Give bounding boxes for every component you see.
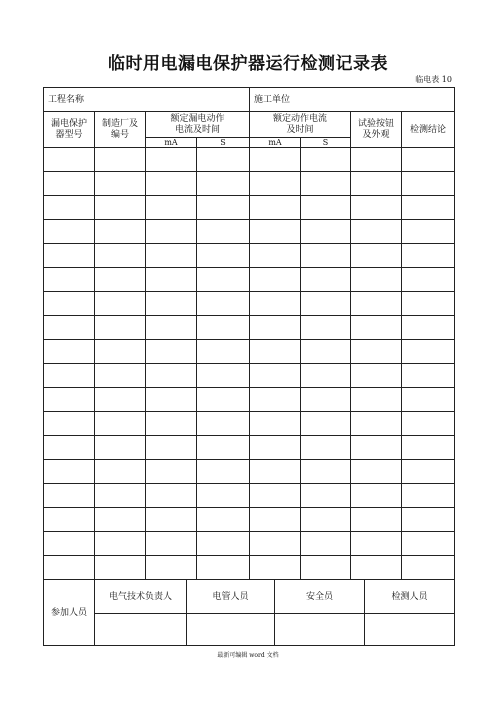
- sub-header-s-2: S: [301, 138, 351, 148]
- project-label: 工程名称: [48, 94, 85, 105]
- table-cell[interactable]: [351, 436, 402, 460]
- table-cell[interactable]: [95, 220, 146, 244]
- header-rated-current: 额定动作电流 及时间: [250, 112, 351, 138]
- table-cell[interactable]: [402, 172, 455, 196]
- table-cell[interactable]: [44, 172, 95, 196]
- data-rows: [44, 148, 455, 580]
- sub-header-ma-1: mA: [146, 138, 197, 148]
- table-cell[interactable]: [197, 364, 250, 388]
- table-cell[interactable]: [146, 220, 197, 244]
- table-cell[interactable]: [250, 556, 301, 580]
- table-cell[interactable]: [301, 268, 351, 292]
- header-manufacturer: 制造厂及 编号: [95, 112, 146, 148]
- table-cell[interactable]: [301, 484, 351, 508]
- table-cell[interactable]: [250, 364, 301, 388]
- table-cell[interactable]: [95, 460, 146, 484]
- signature-cell[interactable]: [275, 614, 365, 646]
- table-cell[interactable]: [402, 556, 455, 580]
- sub-header-s-1: S: [197, 138, 250, 148]
- table-row: [44, 148, 455, 172]
- table-cell[interactable]: [95, 292, 146, 316]
- table-cell[interactable]: [197, 268, 250, 292]
- header-model: 漏电保护 器型号: [44, 112, 95, 148]
- table-cell[interactable]: [146, 364, 197, 388]
- table-cell[interactable]: [197, 172, 250, 196]
- table-cell[interactable]: [44, 364, 95, 388]
- table-cell[interactable]: [301, 172, 351, 196]
- table-cell[interactable]: [351, 484, 402, 508]
- table-cell[interactable]: [402, 316, 455, 340]
- table-row: [44, 412, 455, 436]
- table-cell[interactable]: [301, 148, 351, 172]
- table-cell[interactable]: [197, 460, 250, 484]
- table-cell[interactable]: [44, 316, 95, 340]
- table-cell[interactable]: [250, 484, 301, 508]
- table-cell[interactable]: [351, 244, 402, 268]
- table-cell[interactable]: [197, 508, 250, 532]
- table-cell[interactable]: [44, 436, 95, 460]
- table-cell[interactable]: [44, 268, 95, 292]
- table-cell[interactable]: [95, 436, 146, 460]
- table-row: [44, 436, 455, 460]
- table-cell[interactable]: [301, 532, 351, 556]
- table-cell[interactable]: [146, 172, 197, 196]
- table-cell[interactable]: [301, 220, 351, 244]
- table-row: [44, 316, 455, 340]
- table-cell[interactable]: [351, 388, 402, 412]
- table-cell[interactable]: [197, 340, 250, 364]
- table-cell[interactable]: [301, 292, 351, 316]
- table-cell[interactable]: [351, 292, 402, 316]
- table-cell[interactable]: [250, 508, 301, 532]
- table-cell[interactable]: [44, 148, 95, 172]
- table-cell[interactable]: [146, 340, 197, 364]
- table-cell[interactable]: [146, 196, 197, 220]
- participants-label: 参加人员: [44, 580, 95, 646]
- table-cell[interactable]: [250, 172, 301, 196]
- table-cell[interactable]: [197, 436, 250, 460]
- participants-signature-row: [44, 614, 455, 646]
- table-cell[interactable]: [146, 292, 197, 316]
- table-cell[interactable]: [250, 316, 301, 340]
- table-cell[interactable]: [197, 148, 250, 172]
- table-cell[interactable]: [95, 196, 146, 220]
- table-cell[interactable]: [402, 460, 455, 484]
- table-cell[interactable]: [44, 508, 95, 532]
- table-cell[interactable]: [95, 508, 146, 532]
- table-row: [44, 532, 455, 556]
- table-cell[interactable]: [301, 196, 351, 220]
- role-inspector: 检测人员: [365, 580, 455, 614]
- table-cell[interactable]: [44, 532, 95, 556]
- footer-note: 最新可编辑 word 文档: [217, 652, 279, 659]
- table-cell[interactable]: [146, 556, 197, 580]
- header-row: [44, 112, 455, 138]
- construction-unit-label: 施工单位: [254, 94, 291, 105]
- table-cell[interactable]: [44, 244, 95, 268]
- table-cell[interactable]: [44, 556, 95, 580]
- page-title: 临时用电漏电保护器运行检测记录表: [108, 54, 388, 74]
- table-cell[interactable]: [250, 436, 301, 460]
- table-row: [44, 196, 455, 220]
- table-cell[interactable]: [301, 364, 351, 388]
- table-row: [44, 388, 455, 412]
- header-conclusion: 检测结论: [402, 112, 455, 148]
- table-cell[interactable]: [44, 340, 95, 364]
- table-cell[interactable]: [351, 340, 402, 364]
- table-cell[interactable]: [402, 340, 455, 364]
- construction-unit-cell: [250, 88, 455, 112]
- table-cell[interactable]: [250, 268, 301, 292]
- table-cell[interactable]: [301, 244, 351, 268]
- table-cell[interactable]: [44, 292, 95, 316]
- table-cell[interactable]: [402, 532, 455, 556]
- table-cell[interactable]: [44, 196, 95, 220]
- table-cell[interactable]: [44, 220, 95, 244]
- table-row: [44, 460, 455, 484]
- table-cell[interactable]: [95, 244, 146, 268]
- table-cell[interactable]: [351, 148, 402, 172]
- table-cell[interactable]: [250, 388, 301, 412]
- table-cell[interactable]: [250, 292, 301, 316]
- project-cell: [44, 88, 250, 112]
- participants-table: [43, 579, 455, 646]
- table-cell[interactable]: [250, 532, 301, 556]
- table-cell[interactable]: [402, 508, 455, 532]
- table-cell[interactable]: [95, 268, 146, 292]
- table-cell[interactable]: [95, 148, 146, 172]
- table-cell[interactable]: [250, 412, 301, 436]
- table-cell[interactable]: [197, 484, 250, 508]
- participants-role-row: [44, 580, 455, 614]
- role-electrical-tech-lead: 电气技术负责人: [95, 580, 187, 614]
- table-cell[interactable]: [95, 388, 146, 412]
- table-cell[interactable]: [301, 412, 351, 436]
- table-cell[interactable]: [301, 340, 351, 364]
- table-cell[interactable]: [95, 316, 146, 340]
- table-row: [44, 484, 455, 508]
- sub-header-ma-2: mA: [250, 138, 301, 148]
- project-row: [44, 88, 455, 112]
- table-cell[interactable]: [402, 292, 455, 316]
- table-cell[interactable]: [95, 340, 146, 364]
- table-cell[interactable]: [351, 508, 402, 532]
- table-cell[interactable]: [301, 460, 351, 484]
- table-cell[interactable]: [146, 244, 197, 268]
- table-cell[interactable]: [146, 484, 197, 508]
- form-number: 临电表 10: [415, 75, 452, 84]
- table-cell[interactable]: [351, 172, 402, 196]
- table-row: [44, 244, 455, 268]
- table-cell[interactable]: [402, 484, 455, 508]
- table-cell[interactable]: [146, 460, 197, 484]
- table-cell[interactable]: [95, 484, 146, 508]
- table-cell[interactable]: [197, 196, 250, 220]
- table-cell[interactable]: [146, 532, 197, 556]
- table-cell[interactable]: [197, 412, 250, 436]
- table-cell[interactable]: [351, 316, 402, 340]
- table-cell[interactable]: [402, 220, 455, 244]
- table-cell[interactable]: [351, 268, 402, 292]
- table-cell[interactable]: [250, 340, 301, 364]
- table-cell[interactable]: [351, 532, 402, 556]
- signature-cell[interactable]: [187, 614, 275, 646]
- table-cell[interactable]: [301, 508, 351, 532]
- table-cell[interactable]: [402, 412, 455, 436]
- table-cell[interactable]: [250, 460, 301, 484]
- table-row: [44, 172, 455, 196]
- table-row: [44, 268, 455, 292]
- table-cell[interactable]: [197, 316, 250, 340]
- table-cell[interactable]: [301, 388, 351, 412]
- table-cell[interactable]: [402, 148, 455, 172]
- table-row: [44, 340, 455, 364]
- table-cell[interactable]: [402, 196, 455, 220]
- table-cell[interactable]: [301, 556, 351, 580]
- table-cell[interactable]: [197, 244, 250, 268]
- table-cell[interactable]: [402, 268, 455, 292]
- table-cell[interactable]: [351, 364, 402, 388]
- table-cell[interactable]: [402, 388, 455, 412]
- table-cell[interactable]: [351, 220, 402, 244]
- table-cell[interactable]: [402, 244, 455, 268]
- table-cell[interactable]: [146, 508, 197, 532]
- table-cell[interactable]: [44, 388, 95, 412]
- table-cell[interactable]: [250, 220, 301, 244]
- table-cell[interactable]: [402, 436, 455, 460]
- table-row: [44, 508, 455, 532]
- table-row: [44, 556, 455, 580]
- table-cell[interactable]: [44, 460, 95, 484]
- table-row: [44, 292, 455, 316]
- table-cell[interactable]: [301, 316, 351, 340]
- signature-cell[interactable]: [365, 614, 455, 646]
- table-cell[interactable]: [197, 556, 250, 580]
- table-row: [44, 220, 455, 244]
- table-cell[interactable]: [197, 388, 250, 412]
- table-cell[interactable]: [197, 292, 250, 316]
- record-table: [43, 87, 455, 580]
- table-row: [44, 364, 455, 388]
- table-cell[interactable]: [250, 196, 301, 220]
- table-cell[interactable]: [146, 412, 197, 436]
- table-cell[interactable]: [351, 460, 402, 484]
- table-cell[interactable]: [197, 220, 250, 244]
- header-test-button: 试验按钮 及外观: [351, 112, 402, 148]
- table-cell[interactable]: [95, 364, 146, 388]
- table-cell[interactable]: [95, 556, 146, 580]
- table-cell[interactable]: [95, 172, 146, 196]
- table-cell[interactable]: [250, 244, 301, 268]
- table-cell[interactable]: [146, 388, 197, 412]
- role-electrical-manager: 电管人员: [187, 580, 275, 614]
- role-safety-officer: 安全员: [275, 580, 365, 614]
- table-cell[interactable]: [250, 148, 301, 172]
- table-cell[interactable]: [95, 412, 146, 436]
- signature-cell[interactable]: [95, 614, 187, 646]
- table-cell[interactable]: [351, 412, 402, 436]
- table-cell[interactable]: [197, 532, 250, 556]
- header-rated-leakage: 额定漏电动作 电流及时间: [146, 112, 250, 138]
- table-cell[interactable]: [301, 436, 351, 460]
- table-cell[interactable]: [44, 412, 95, 436]
- table-cell[interactable]: [146, 316, 197, 340]
- table-cell[interactable]: [351, 196, 402, 220]
- table-cell[interactable]: [44, 484, 95, 508]
- table-cell[interactable]: [95, 532, 146, 556]
- table-cell[interactable]: [402, 364, 455, 388]
- table-cell[interactable]: [146, 436, 197, 460]
- table-cell[interactable]: [351, 556, 402, 580]
- table-cell[interactable]: [146, 148, 197, 172]
- table-cell[interactable]: [146, 268, 197, 292]
